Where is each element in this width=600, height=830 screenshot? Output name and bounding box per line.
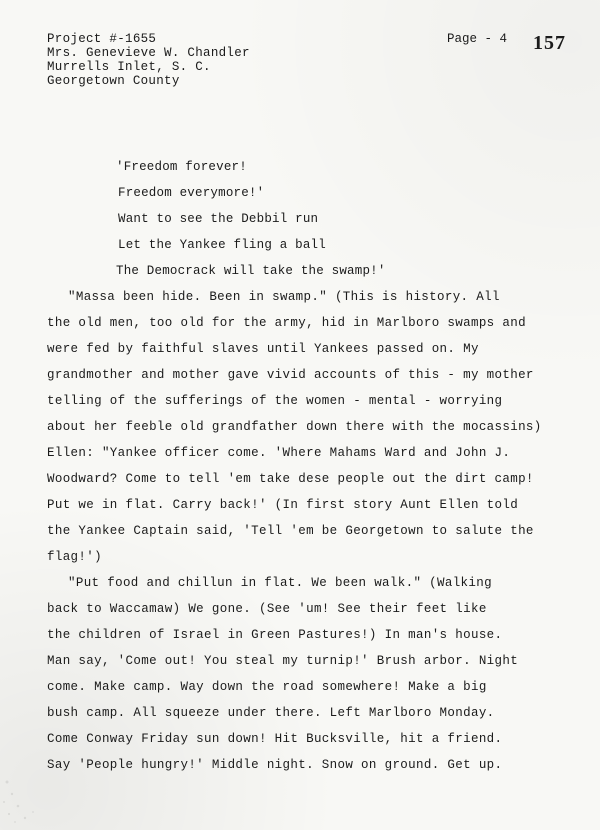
body-line: the Yankee Captain said, 'Tell 'em be Georgetown to salute the	[47, 524, 534, 538]
body-line: grandmother and mother gave vivid accounts of this - my mother	[47, 368, 534, 382]
author-name: Mrs. Genevieve W. Chandler	[47, 46, 250, 60]
verse-line: Let the Yankee fling a ball	[118, 238, 326, 252]
body-line: about her feeble old grandfather down there with the mocassins)	[47, 420, 542, 434]
body-line: bush camp. All squeeze under there. Left Marlboro Monday.	[47, 706, 495, 720]
body-line: "Put food and chillun in flat. We been walk." (Walking	[68, 576, 492, 590]
location: Murrells Inlet, S. C.	[47, 60, 211, 74]
project-number: Project #-1655	[47, 32, 157, 46]
body-line: the old men, too old for the army, hid in Marlboro swamps and	[47, 316, 526, 330]
body-line: Man say, 'Come out! You steal my turnip!' Brush arbor. Night	[47, 654, 519, 668]
body-line: Ellen: "Yankee officer come. 'Where Mahams Ward and John J.	[47, 446, 511, 460]
body-line: come. Make camp. Way down the road somewhere! Make a big	[47, 680, 487, 694]
body-line: Woodward? Come to tell 'em take dese people out the dirt camp!	[47, 472, 534, 486]
body-line: telling of the sufferings of the women - mental - worrying	[47, 394, 503, 408]
body-line: Come Conway Friday sun down! Hit Bucksville, hit a friend.	[47, 732, 503, 746]
page-label: Page - 4	[447, 32, 508, 46]
verse-line: Freedom everymore!'	[118, 186, 265, 200]
body-line: the children of Israel in Green Pastures!) In man's house.	[47, 628, 503, 642]
body-line: flag!')	[47, 550, 102, 564]
body-line: Say 'People hungry!' Middle night. Snow on ground. Get up.	[47, 758, 503, 772]
county: Georgetown County	[47, 74, 180, 88]
page-stamp-number: 157	[533, 32, 566, 54]
verse-line: 'Freedom forever!	[116, 160, 247, 174]
body-line: Put we in flat. Carry back!' (In first story Aunt Ellen told	[47, 498, 519, 512]
verse-line: The Democrack will take the swamp!'	[116, 264, 386, 278]
verse-line: Want to see the Debbil run	[118, 212, 319, 226]
body-line: back to Waccamaw) We gone. (See 'um! See their feet like	[47, 602, 487, 616]
body-line: "Massa been hide. Been in swamp." (This is history. All	[68, 290, 500, 304]
body-line: were fed by faithful slaves until Yankees passed on. My	[47, 342, 479, 356]
